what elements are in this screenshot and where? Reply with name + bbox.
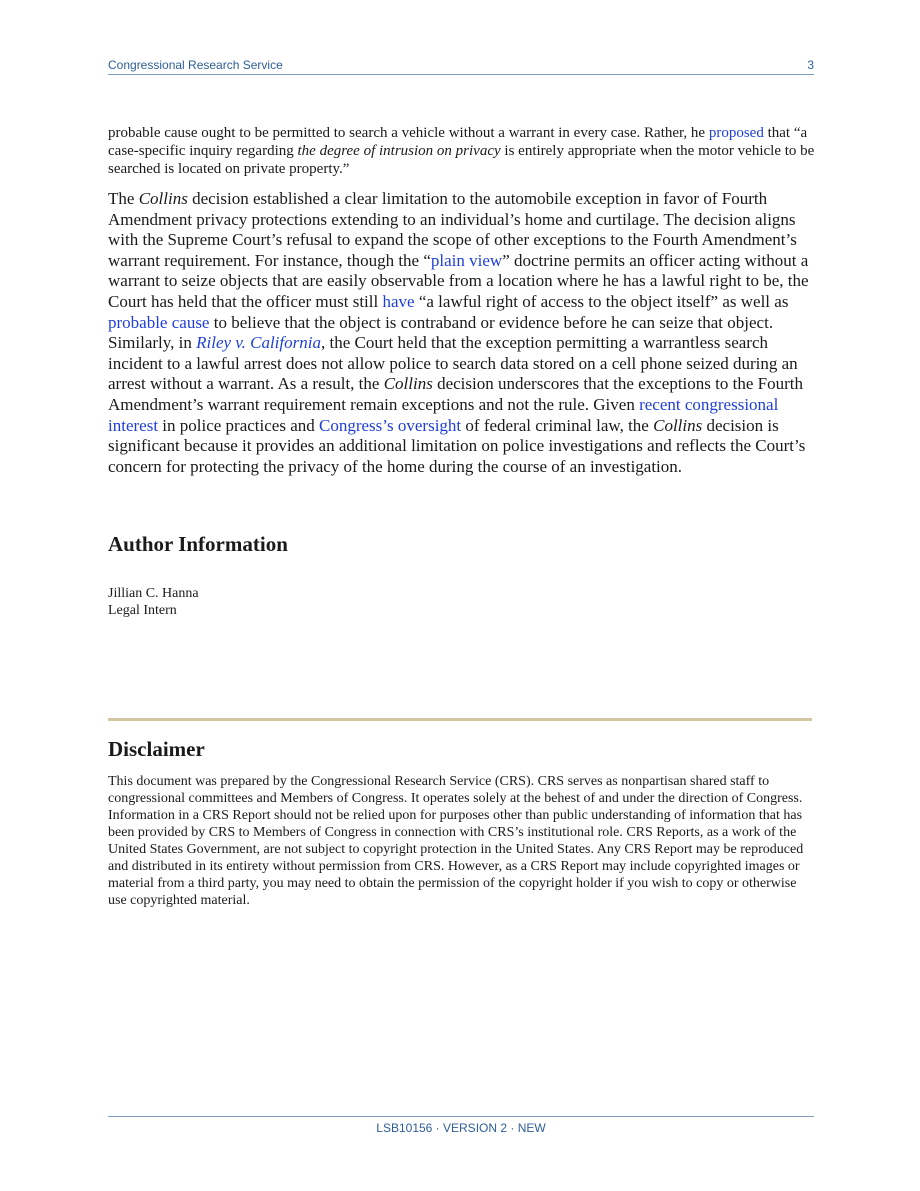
text-run: that “a case-specific inquiry regarding — [108, 125, 808, 159]
link-have[interactable]: have — [382, 291, 415, 311]
link-riley-v-california[interactable]: Riley v. California — [196, 333, 321, 353]
text-run-italic: Collins — [383, 374, 433, 394]
text-run: of federal criminal law, the — [461, 415, 654, 435]
text-run: The — [108, 189, 139, 208]
disclaimer-heading: Disclaimer — [108, 737, 205, 761]
text-run-italic: the degree of intrusion on privacy — [297, 143, 501, 159]
text-run: in police practices and — [158, 415, 320, 435]
header-org: Congressional Research Service — [108, 58, 283, 72]
quote-paragraph — [108, 124, 824, 178]
link-recent-congressional-interest[interactable]: recent congressional interest — [108, 394, 779, 435]
link-proposed[interactable]: proposed — [708, 125, 764, 141]
text-run-italic: Collins — [653, 415, 703, 435]
author-name: Jillian C. Hanna — [108, 586, 199, 601]
text-run: decision underscores that the exceptions to the Fourth Amendment’s warrant requirement remain exceptions and not the rule. Given — [108, 374, 803, 414]
text-run: probable cause ought to be permitted to search a vehicle without a warrant in every case. Rather, he — [108, 125, 709, 141]
page-footer: LSB10156 · VERSION 2 · NEW — [376, 1121, 546, 1135]
link-congress-oversight[interactable]: Congress’s oversight — [319, 415, 462, 435]
text-run: ” doctrine permits an officer acting without a warrant to seize objects that are easily observable from a location where he has a lawful right to be, the Court has held that the officer must still — [108, 250, 809, 311]
author-block — [108, 585, 199, 619]
text-run: decision is significant because it provides an additional limitation on police investigations and reflects the Court’s concern for protecting the privacy of the home during the course of an investigation. — [108, 415, 806, 476]
author-heading: Author Information — [108, 532, 288, 556]
text-run: decision established a clear limitation to the automobile exception in favor of Fourth Amendment privacy protections extending to an individual’s home and curtilage. The decision aligns with the Supreme Court’s refusal to expand the scope of other exceptions to the Fourth Amendment’s warrant requirement. For instance, though the “ — [108, 189, 797, 270]
body-paragraph — [108, 189, 824, 477]
page-header — [108, 58, 814, 75]
text-run-italic: Collins — [138, 189, 188, 208]
section-divider — [108, 718, 812, 721]
disclaimer-text: This document was prepared by the Congressional Research Service (CRS). CRS serves as nonpartisan shared staff to congressional committees and Members of Congress. It operates solely at the behest of and under the direction of Congress. Information in a CRS Report should not be relied upon for purposes other than public understanding of information that has been provided by CRS to Members of Congress in connection with CRS’s institutional role. CRS Reports, as a work of the United States Government, are not subject to copyright protection in the United States. Any CRS Report may be reproduced and distributed in its entirety without permission from CRS. However, as a CRS Report may include copyrighted images or material from a third party, you may need to obtain the permission of the copyright holder if you wish to copy or otherwise use copyrighted material. — [108, 774, 804, 908]
text-run: to believe that the object is contraband or evidence before he can seize that object. Similarly, in — [108, 312, 774, 353]
link-probable-cause[interactable]: probable cause — [108, 312, 210, 332]
link-plain-view[interactable]: plain view — [430, 250, 503, 270]
text-run: is entirely appropriate when the motor vehicle to be searched is located on private property.” — [108, 143, 815, 177]
text-run: , the Court held that the exception permitting a warrantless search incident to a lawful arrest does not allow police to search data stored on a cell phone seized during an arrest without a warrant. As a result, the — [108, 333, 798, 394]
text-run: “a lawful right of access to the object itself” as well as — [414, 291, 789, 311]
author-title: Legal Intern — [108, 603, 177, 618]
footer-divider — [108, 1116, 814, 1117]
page-number: 3 — [807, 58, 814, 72]
